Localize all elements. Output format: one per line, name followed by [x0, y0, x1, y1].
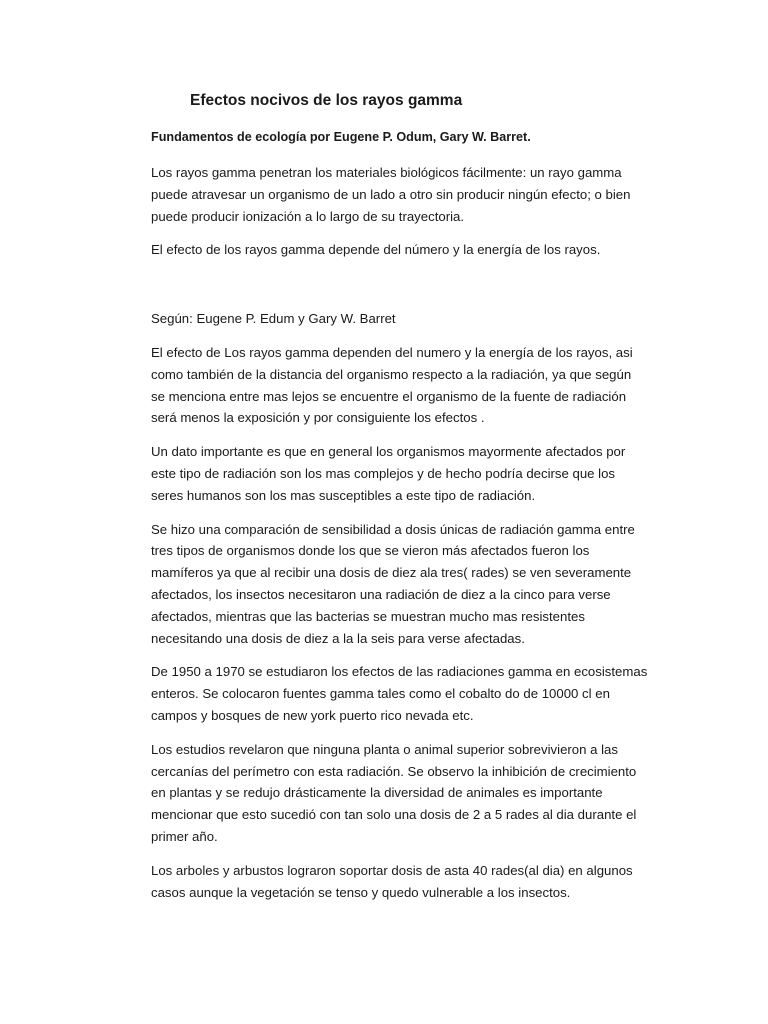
paragraph-sensitivity: Se hizo una comparación de sensibilidad a dosis únicas de radiación gamma entre tres tipos de organismos donde los que se vieron más afectados fueron los mamíferos ya que al recibir una dosis de diez ala tres( rades) se ven severamente afectados, los insectos necesitaron una radiación de diez a la cinco para verse afectados, mientras que las bacterias se muestran mucho mas resistentes necesitando una dosis de diez a la la seis para verse afectadas. [151, 521, 635, 646]
document-body [151, 162, 671, 915]
paragraph-complexity: Un dato importante es que en general los organismos mayormente afectados por este tipo de radiación son los mas complejos y de hecho podría decirse que los seres humanos son los mas susceptibles a este tipo de radiación. [151, 444, 626, 503]
document-subtitle: Fundamentos de ecología por Eugene P. Odum, Gary W. Barret. [151, 130, 531, 144]
paragraph-ecosystem-studies: De 1950 a 1970 se estudiaron los efectos de las radiaciones gamma en ecosistemas enteros. Se colocaron fuentes gamma tales como el cobalto do de 10000 cl en campos y bosques de new york puerto rico nevada etc. [151, 664, 648, 723]
paragraph-effect-summary: El efecto de los rayos gamma depende del número y la energía de los rayos. [151, 242, 601, 258]
paragraph-distance: El efecto de Los rayos gamma dependen del numero y la energía de los rayos, asi como también de la distancia del organismo respecto a la radiación, ya que según se menciona entre mas lejos se encuentre el organismo de la fuente de radiación será menos la exposición y por consiguiente los efectos . [151, 344, 633, 426]
paragraph-source: Según: Eugene P. Edum y Gary W. Barret [151, 311, 396, 327]
paragraph-intro: Los rayos gamma penetran los materiales biológicos fácilmente: un rayo gamma puede atravesar un organismo de un lado a otro sin producir ningún efecto; o bien puede producir ionización a lo largo de su trayectoria. [151, 165, 631, 224]
document-title: Efectos nocivos de los rayos gamma [190, 92, 463, 109]
paragraph-trees: Los arboles y arbustos lograron soportar dosis de asta 40 rades(al dia) en algunos casos aunque la vegetación se tenso y quedo vulnerable a los insectos. [151, 862, 633, 900]
paragraph-results: Los estudios revelaron que ninguna planta o animal superior sobrevivieron a las cercanías del perímetro con esta radiación. Se observo la inhibición de crecimiento en plantas y se redujo drásticamente la diversidad de animales es importante mencionar que esto sucedió con tan solo una dosis de 2 a 5 rades al dia durante el primer año. [151, 741, 637, 844]
